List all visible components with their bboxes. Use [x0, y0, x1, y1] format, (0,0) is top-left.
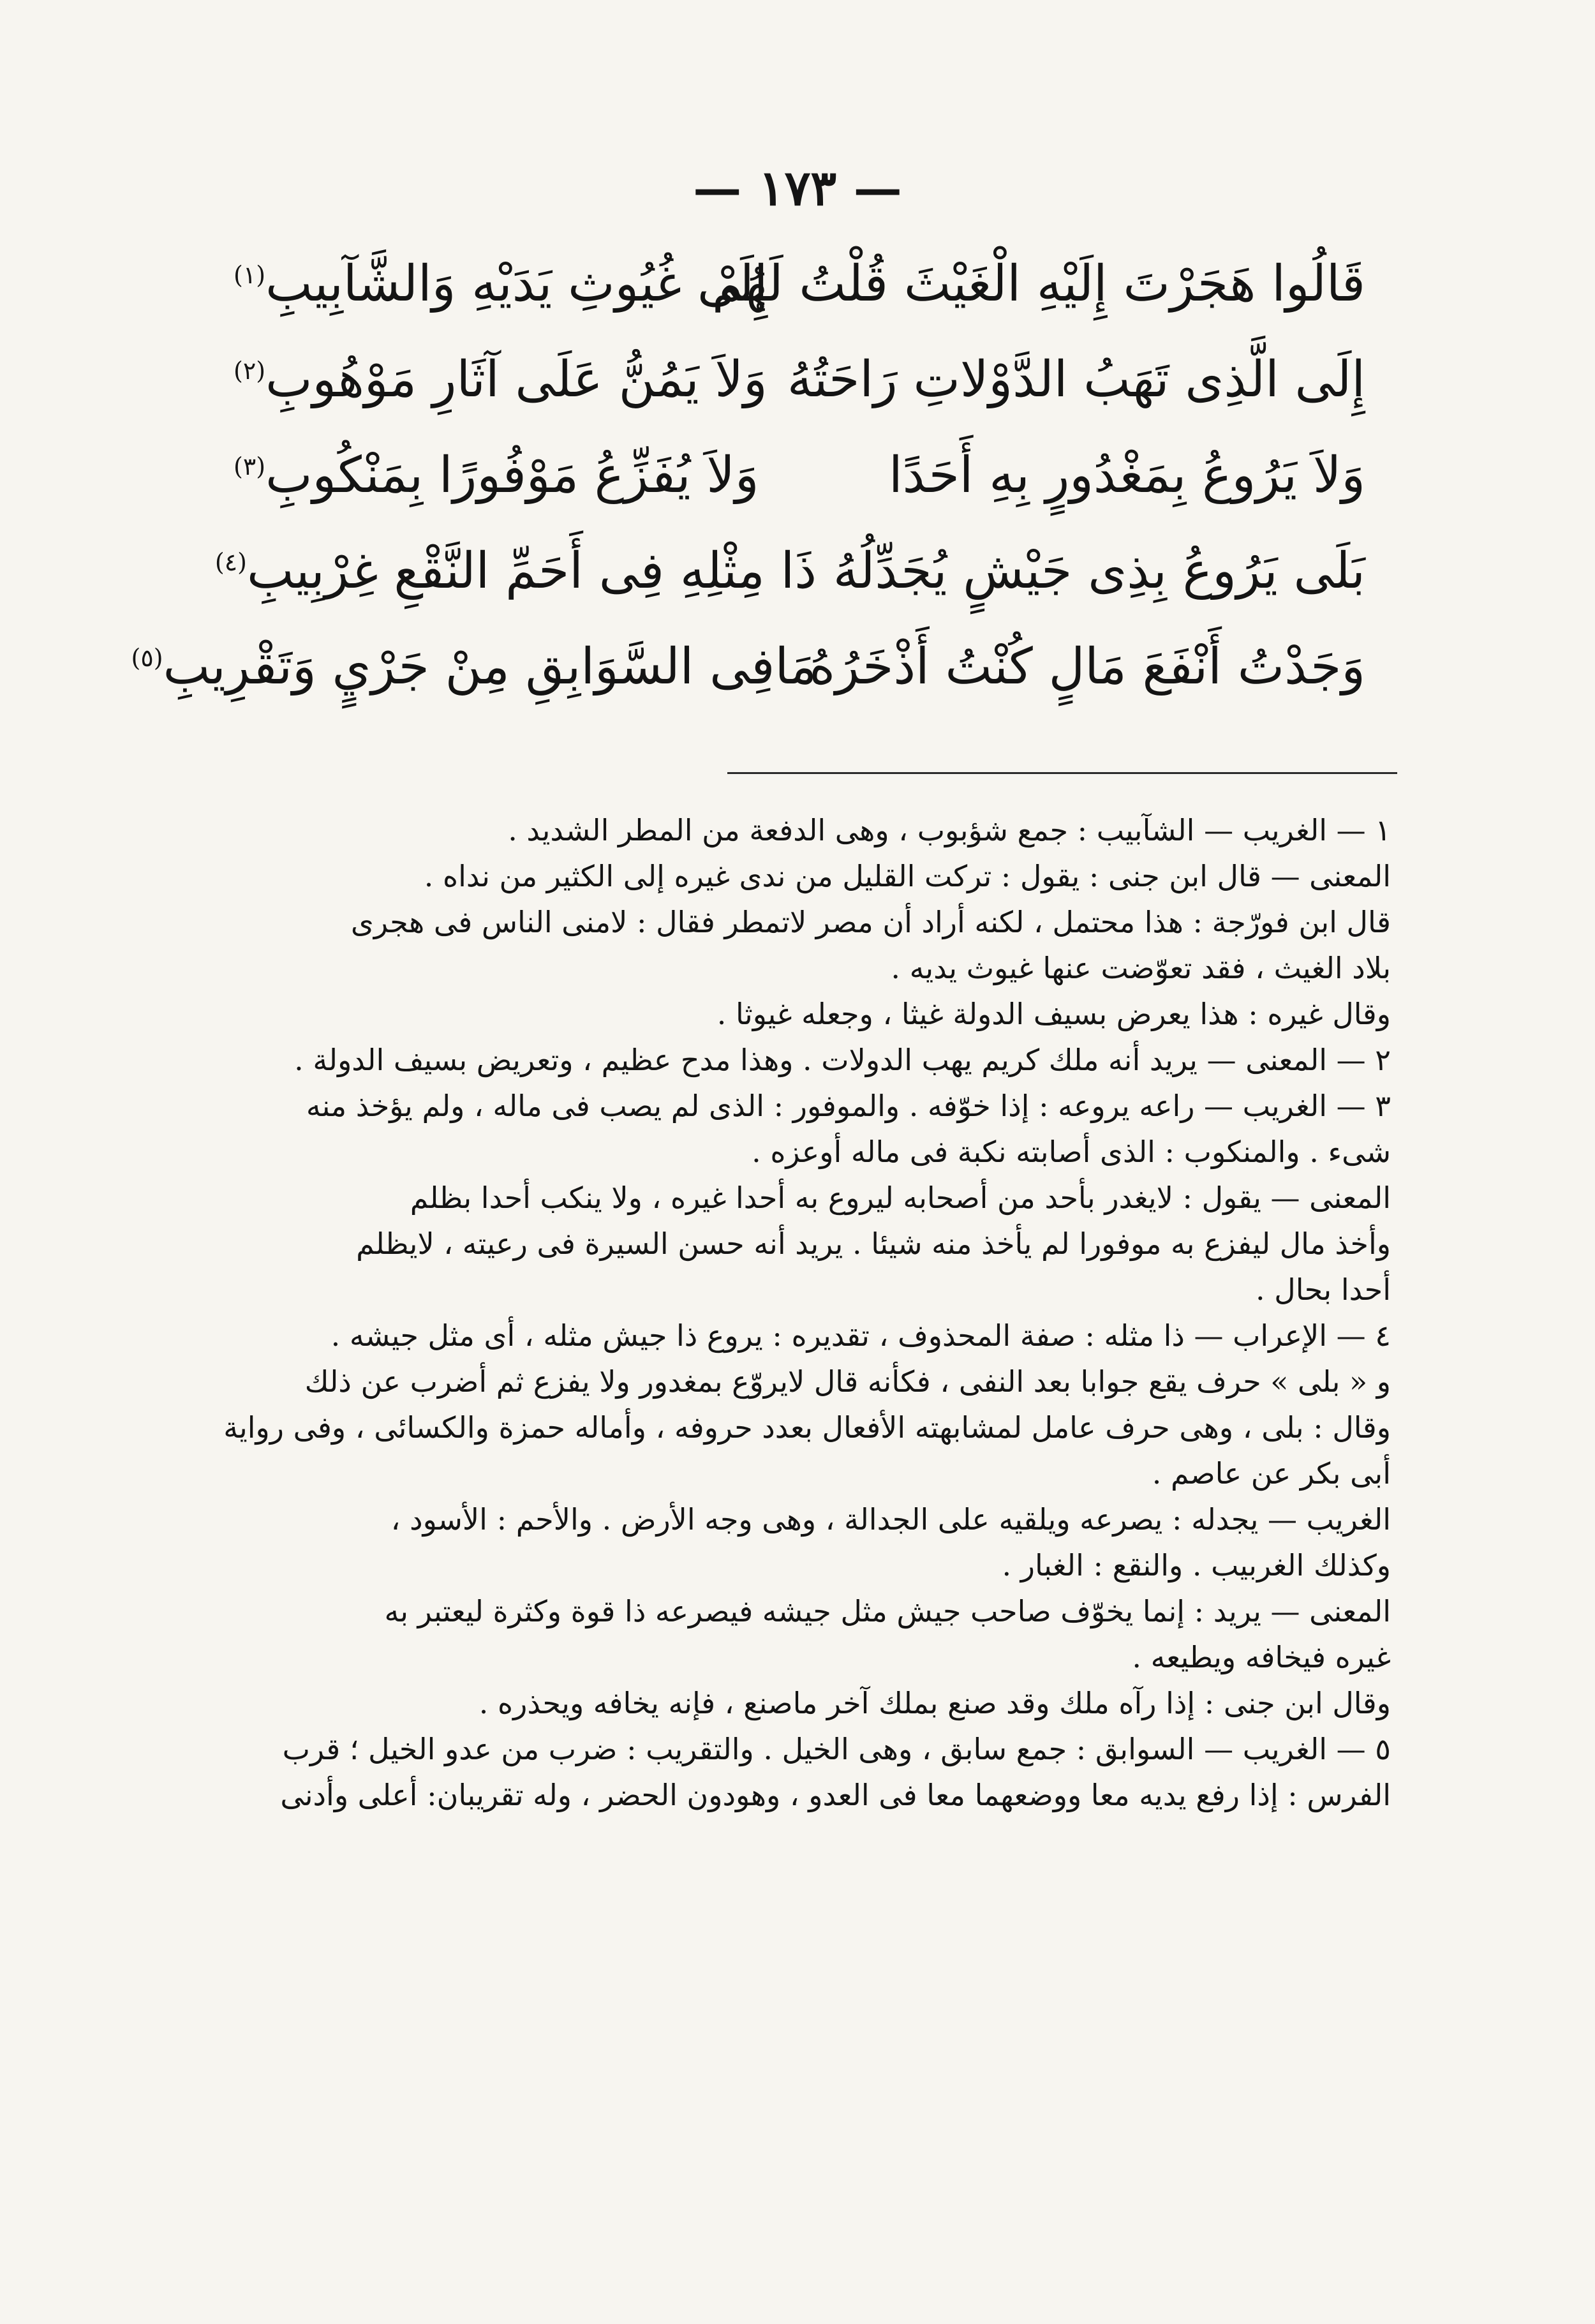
footnote-marker: (١) — [234, 261, 266, 289]
note-line: ١ — الغريب — الشآبيب : جمع شؤبوب ، وهى الدفعة من المطر الشديد . — [508, 813, 1391, 847]
first-hemistich: وَلاَ يَرُوعُ بِمَغْدُورٍ بِهِ أَحَدًا — [888, 447, 1365, 504]
note-line: قال ابن فورّجة : هذا محتمل ، لكنه أراد أن مصر لاتمطر فقال : لامنى الناس فى هجرى — [350, 905, 1391, 939]
verse-line — [230, 332, 1365, 428]
note-line: وكذلك الغربيب . والنقع : الغبار . — [1002, 1548, 1391, 1583]
second-hemistich-wrap — [230, 447, 817, 504]
verse-line — [230, 428, 1365, 523]
note-line: وأخذ مال ليفزع به موفورا لم يأخذ منه شيئا . يريد أنه حسن السيرة فى رعيته ، لايظلم — [356, 1226, 1391, 1261]
note-line: ٣ — الغريب — راعه يروعه : إذا خوّفه . والموفور : الذى لم يصب فى ماله ، ولم يؤخذ منه — [306, 1089, 1391, 1123]
poem-verses — [131, 236, 1365, 715]
footnote-marker: (٣) — [234, 452, 266, 480]
page-number: — ١٧٣ — — [693, 160, 902, 216]
first-hemistich: قَالُوا هَجَرْتَ إِلَيْهِ الْغَيْثَ قُلْتُ لَهُمْ — [711, 255, 1365, 313]
note-line: ٢ — المعنى — يريد أنه ملك كريم يهب الدولات . وهذا مدح عظيم ، وتعريض بسيف الدولة . — [294, 1043, 1391, 1077]
note-line: أحدا بحال . — [1256, 1272, 1391, 1307]
verse-line — [214, 523, 1365, 619]
footnote-divider — [727, 772, 1397, 774]
note-line: وقال : بلى ، وهى حرف عامل لمشابهته الأفعال بعدد حروفه ، وأماله حمزة والكسائى ، وفى رواية — [223, 1410, 1391, 1445]
note-line: المعنى — يقول : لايغدر بأحد من أصحابه ليروع به أحدا غيره ، ولا ينكب أحدا بظلم — [410, 1181, 1391, 1215]
second-hemistich-wrap — [230, 255, 817, 313]
note-line: و « بلى » حرف يقع جوابا بعد النفى ، فكأنه قال لايروّع بمغدور ولا يفزع ثم أضرب عن ذلك — [304, 1364, 1391, 1399]
second-hemistich-wrap — [131, 638, 817, 696]
footnote-marker: (٢) — [234, 357, 266, 385]
second-hemistich: وَلاَ يُفَزِّعُ مَوْفُورًا بِمَنْكُوبِ — [265, 447, 759, 504]
note-line: الغريب — يجدله : يصرعه ويلقيه على الجدالة ، وهى وجه الأرض . والأحم : الأسود ، — [390, 1502, 1391, 1537]
note-line: بلاد الغيث ، فقد تعوّضت عنها غيوث يديه . — [891, 951, 1391, 985]
second-hemistich-wrap — [230, 351, 817, 408]
first-hemistich: إِلَى الَّذِى تَهَبُ الدَّوْلاتِ رَاحَتُهُ — [787, 351, 1365, 408]
second-hemistich: وَلاَ يَمُنُّ عَلَى آثَارِ مَوْهُوبِ — [265, 351, 768, 408]
commentary-notes — [191, 807, 1391, 1818]
first-hemistich: بَلَى يَرُوعُ بِذِى جَيْشٍ يُجَدِّلُهُ — [833, 542, 1365, 600]
note-line: وقال غيره : هذا يعرض بسيف الدولة غيثا ، وجعله غيوثا . — [716, 997, 1391, 1031]
note-line: المعنى — قال ابن جنى : يقول : تركت القليل من ندى غيره إلى الكثير من نداه . — [424, 859, 1391, 893]
second-hemistich: مَافِى السَّوَابِقِ مِنْ جَرْيٍ وَتَقْرِيبِ — [163, 638, 817, 696]
note-line: وقال ابن جنى : إذا رآه ملك وقد صنع بملك آخر ماصنع ، فإنه يخافه ويحذره . — [478, 1686, 1391, 1720]
note-line: غيره فيخافه ويطيعه . — [1132, 1640, 1391, 1674]
note-line: شىء . والمنكوب : الذى أصابته نكبة فى ماله أوعزه . — [752, 1135, 1391, 1169]
verse-line — [230, 236, 1365, 332]
second-hemistich-wrap — [214, 542, 817, 600]
note-line: المعنى — يريد : إنما يخوّف صاحب جيش مثل جيشه فيصرعه ذا قوة وكثرة ليعتبر به — [384, 1594, 1391, 1628]
note-line: أبى بكر عن عاصم . — [1152, 1456, 1391, 1491]
second-hemistich: إِلَى غُيُوثِ يَدَيْهِ وَالشَّآبِيبِ — [265, 255, 768, 313]
footnote-marker: (٤) — [214, 548, 247, 576]
first-hemistich: وَجَدْتُ أَنْفَعَ مَالٍ كُنْتُ أَذْخَرُهُ — [809, 638, 1365, 696]
note-line: ٤ — الإعراب — ذا مثله : صفة المحذوف ، تقديره : يروع ذا جيش مثله ، أى مثل جيشه . — [330, 1318, 1391, 1353]
note-line: ٥ — الغريب — السوابق : جمع سابق ، وهى الخيل . والتقريب : ضرب من عدو الخيل ؛ قرب — [282, 1732, 1391, 1766]
footnote-marker: (٥) — [131, 644, 163, 672]
note-line: الفرس : إذا رفع يديه معا ووضعهما معا فى العدو ، وهودون الحضر ، وله تقريبان: أعلى وأدنى — [280, 1778, 1391, 1812]
second-hemistich: ذَا مِثْلِهِ فِى أَحَمِّ النَّقْعِ غِرْبِيبِ — [246, 542, 817, 600]
verse-line — [131, 619, 1365, 715]
